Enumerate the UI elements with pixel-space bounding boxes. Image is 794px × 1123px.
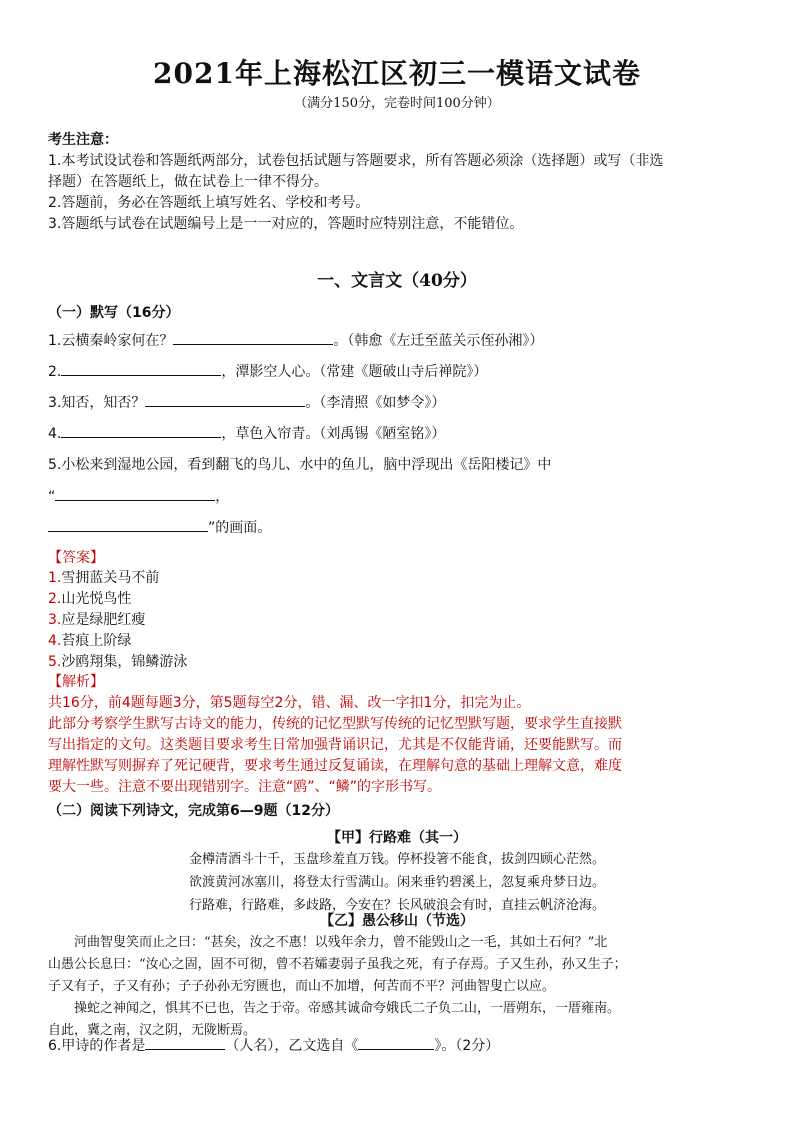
q6-prefix: 6.甲诗的作者是	[48, 1038, 146, 1054]
answer-text: 沙鸥翔集，锦鳞游泳	[61, 654, 188, 670]
q1-suffix: 。（韩愈《左迁至蓝关示侄孙湘》）	[333, 333, 544, 349]
answer-item	[48, 652, 768, 672]
answer-text: 苔痕上阶绿	[61, 633, 132, 649]
question-3	[48, 392, 768, 413]
notice-heading: 考生注意：	[48, 132, 118, 148]
q6-middle: （人名），乙文选自《	[225, 1038, 359, 1054]
notice-line-3: 3.答题纸与试卷在试题编号上是一一对应的，答题时应特别注意，不能错位。	[48, 216, 524, 232]
answer-num: 3.	[48, 612, 62, 628]
q4-prefix: 4.	[48, 426, 62, 442]
question-2	[48, 361, 768, 382]
question-5-blank-1	[48, 486, 768, 507]
q5-end: ”的画面。	[208, 520, 272, 536]
analysis-line-4: 理解性默写则摒弃了死记硬背，要求考生通过反复诵读，在理解句意的基础上理解文意，难度	[48, 758, 622, 774]
question-6	[48, 1035, 768, 1056]
q6-blank-author[interactable]	[145, 1035, 225, 1050]
answer-text: 应是绿肥红瘦	[61, 612, 146, 628]
q5-blank-1[interactable]	[55, 486, 215, 501]
prose-title: 【乙】愚公移山（节选）	[320, 913, 474, 929]
q5-comma: ，	[215, 489, 230, 505]
answer-item	[48, 589, 768, 609]
analysis-label: 【解析】	[48, 674, 104, 690]
answer-num: 1.	[48, 570, 62, 586]
q3-blank[interactable]	[145, 392, 305, 407]
q3-prefix: 3.知否，知否？	[48, 395, 146, 411]
analysis-line-5: 要大一些。注意不要出现错别字。注意“鸥”、“鳞”的字形书写。	[48, 779, 442, 795]
q6-suffix: 》。（2分）	[434, 1038, 500, 1054]
answer-item	[48, 568, 768, 588]
question-4	[48, 423, 768, 444]
notice-line-2: 2.答题前，务必在答题纸上填写姓名、学校和考号。	[48, 195, 370, 211]
section-title: 一、文言文（40分）	[317, 271, 477, 291]
q1-prefix: 1.云横秦岭家何在？	[48, 333, 174, 349]
answer-label: 【答案】	[48, 550, 104, 566]
q6-blank-source[interactable]	[358, 1035, 434, 1050]
analysis-line-2: 此部分考察学生默写古诗文的能力，传统的记忆型默写传统的记忆型默写题，要求学生直接默	[48, 716, 622, 732]
question-5: 5.小松来到湿地公园，看到翻飞的鸟儿、水中的鱼儿，脑中浮现出《岳阳楼记》中	[48, 457, 552, 473]
analysis-line-1: 共16分，前4题每题3分，第5题每空2分，错、漏、改一字扣1分，扣完为止。	[48, 695, 531, 711]
question-5-blank-2	[48, 517, 768, 538]
answer-text: 山光悦鸟性	[61, 591, 132, 607]
q5-open-quote: “	[48, 489, 56, 505]
part1-title: （一）默写（16分）	[48, 305, 180, 321]
question-1	[48, 330, 768, 351]
answer-num: 5.	[48, 654, 62, 670]
prose-line: 河曲智叟笑而止之曰：“甚矣，汝之不惠！以残年余力，曾不能毁山之一毛，其如土石何？”北	[48, 935, 608, 950]
prose-line: 自此，冀之南，汉之阴，无陇断焉。	[48, 1023, 257, 1038]
answer-item	[48, 631, 768, 651]
prose-line: 山愚公长息曰：“汝心之固，固不可彻，曾不若孀妻弱子虽我之死，有子存焉。子又生孙，孙又生子；	[48, 957, 627, 972]
q5-blank-2[interactable]	[48, 517, 208, 532]
q2-suffix: ，潭影空人心。（常建《题破山寺后禅院》）	[221, 364, 488, 380]
poem-line: 行路难，行路难，多歧路，今安在？长风破浪会有时，直挂云帆济沧海。	[188, 898, 605, 913]
answer-item	[48, 610, 768, 630]
analysis-line-3: 写出指定的文句。这类题目要求考生日常加强背诵识记，尤其是不仅能背诵，还要能默写。而	[48, 737, 622, 753]
notice-line-1b: 择题）在答题纸上，做在试卷上一律不得分。	[48, 174, 328, 190]
answer-num: 2.	[48, 591, 62, 607]
poem-line: 欲渡黄河冰塞川，将登太行雪满山。闲来垂钓碧溪上，忽复乘舟梦日边。	[188, 875, 605, 890]
answer-num: 4.	[48, 633, 62, 649]
answer-text: 雪拥蓝关马不前	[61, 570, 160, 586]
page-subtitle: （满分150分，完卷时间100分钟）	[294, 96, 500, 111]
prose-line: 子又有子，子又有孙；子子孙孙无穷匮也，而山不加增，何苦而不平？河曲智叟亡以应。	[48, 979, 556, 994]
prose-line: 操蛇之神闻之，惧其不已也，告之于帝。帝感其诚命夸娥氏二子负二山，一厝朔东，一厝雍南。	[48, 1001, 621, 1016]
q3-suffix: 。（李清照《如梦令》）	[305, 395, 446, 411]
q4-suffix: ，草色入帘青。（刘禹锡《陋室铭》）	[221, 426, 446, 442]
q1-blank[interactable]	[173, 330, 333, 345]
notice-line-1: 1.本考试设试卷和答题纸两部分，试卷包括试题与答题要求，所有答题必须涂（选择题）或写（非选	[48, 153, 664, 169]
page-title: 2021年上海松江区初三一模语文试卷	[153, 57, 641, 90]
q2-blank[interactable]	[61, 361, 221, 376]
q2-prefix: 2.	[48, 364, 62, 380]
part2-title: （二）阅读下列诗文，完成第6—9题（12分）	[48, 803, 339, 819]
poem-title: 【甲】行路难（其一）	[327, 830, 467, 846]
q4-blank[interactable]	[61, 423, 221, 438]
poem-line: 金樽清酒斗十千，玉盘珍羞直万钱。停杯投箸不能食，拔剑四顾心茫然。	[188, 852, 605, 867]
